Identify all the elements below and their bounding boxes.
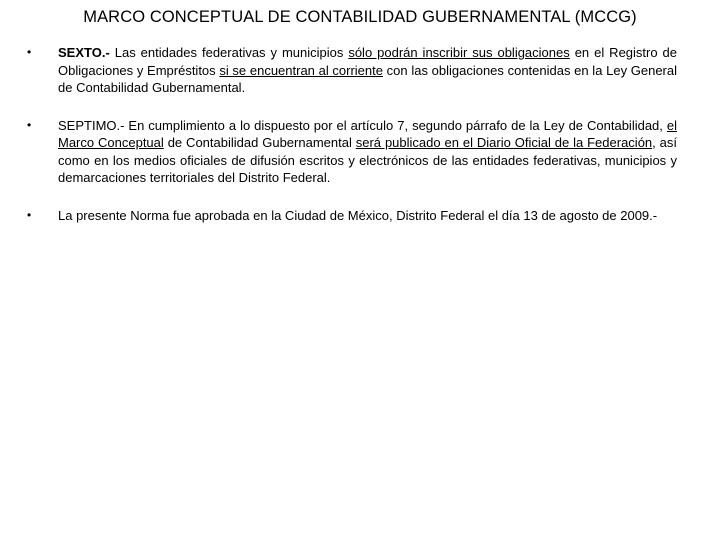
paragraph-text: con las obligaciones contenidas en la Ley General de Contabilidad Gubernamental. bbox=[58, 62, 678, 95]
bullet-icon: • bbox=[27, 207, 32, 222]
page-title: MARCO CONCEPTUAL DE CONTABILIDAD GUBERNAMENTAL (MCCG) bbox=[83, 8, 637, 26]
underlined-phrase: será publicado en el Diario Oficial de la Federación bbox=[355, 135, 653, 150]
bullet-icon: • bbox=[27, 45, 32, 59]
paragraph-text: Las entidades federativas y municipios bbox=[109, 45, 349, 60]
bullet-item-septimo bbox=[27, 117, 677, 187]
paragraph-text: SEPTIMO.- En cumplimiento a lo dispuesto por el artículo 7, segundo párrafo de la Ley de Contabilidad, bbox=[58, 117, 667, 133]
paragraph-text: , así como en los medios oficiales de difusión escritos y electrónicos de las entidades federativas, municipios y demarcaciones territoriales del Distrito Federal. bbox=[58, 135, 678, 185]
underlined-phrase: si se encuentran al corriente bbox=[219, 62, 383, 78]
paragraph-text: en el Registro de Obligaciones y Empréstitos bbox=[58, 45, 677, 78]
article-heading: SEXTO.- bbox=[58, 45, 110, 60]
bullet-item-sexto bbox=[27, 44, 677, 97]
underlined-phrase: sólo podrán inscribir sus obligaciones bbox=[348, 45, 570, 60]
paragraph-text: La presente Norma fue aprobada en la Ciudad de México, Distrito Federal el día 13 de agosto de 2009.- bbox=[58, 207, 658, 223]
underlined-phrase: el Marco Conceptual bbox=[58, 117, 677, 150]
paragraph-text: de Contabilidad Gubernamental bbox=[163, 135, 356, 150]
bullet-list bbox=[27, 44, 677, 244]
bullet-icon: • bbox=[27, 117, 32, 132]
bullet-item-aprobacion bbox=[27, 207, 677, 225]
